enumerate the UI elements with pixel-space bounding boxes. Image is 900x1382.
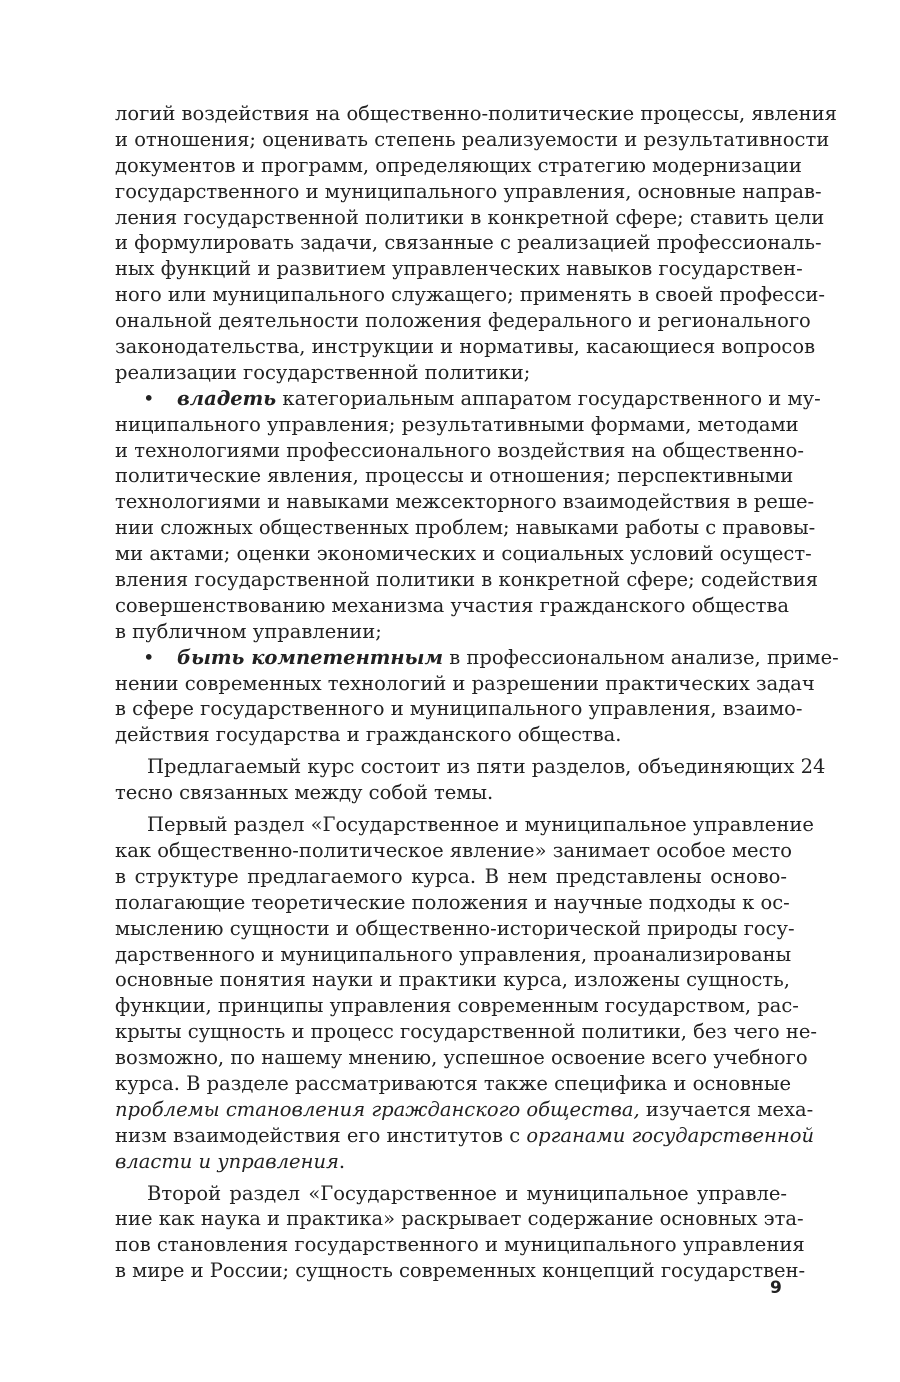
text-line	[115, 1123, 815, 1149]
text-line: основные понятия науки и практики курса, изложены сущность,	[115, 968, 790, 992]
text-line	[115, 1097, 814, 1123]
bullet-first-line	[115, 645, 839, 671]
bullet-first-line	[115, 386, 821, 412]
text-line: ние как наука и практика» раскрывает содержание основных эта-	[115, 1207, 804, 1231]
text-line: функции, принципы управления современным государством, рас-	[115, 994, 799, 1018]
text-fragment: .	[338, 1149, 346, 1173]
text-line: совершенствованию механизма участия гражданского общества	[115, 593, 790, 617]
text-line: пов становления государственного и муниципального управления	[115, 1233, 805, 1257]
text-line: ниципального управления; результативными формами, методами	[115, 412, 799, 436]
text-line: ления государственной политики в конкретной сфере; ставить цели	[115, 205, 825, 229]
text-line: реализации государственной политики;	[115, 360, 531, 384]
page-number: 9	[770, 1278, 782, 1298]
text-line	[115, 1149, 787, 1175]
italic-phrase: органами государственной	[526, 1123, 815, 1147]
text-line: полагающие теоретические положения и научные подходы к ос-	[115, 890, 790, 914]
text-line: и технологиями профессионального воздействия на общественно-	[115, 438, 804, 462]
text-line: Предлагаемый курс состоит из пяти разделов, объединяющих 24	[147, 755, 826, 779]
paragraph-intro	[115, 101, 837, 386]
text-line: в структуре предлагаемого курса. В нем представлены осново-	[115, 864, 787, 888]
text-line: Первый раздел «Государственное и муниципальное управление	[147, 813, 814, 837]
bullet-item-vladet	[115, 386, 821, 645]
text-line: ных функций и развитием управленческих навыков государствен-	[115, 257, 803, 281]
text-line: дарственного и муниципального управления, проанализированы	[115, 942, 792, 966]
text-line: ного или муниципального служащего; применять в своей професси-	[115, 283, 825, 307]
bullet-icon: •	[143, 645, 155, 669]
italic-phrase: власти и управления	[115, 1149, 339, 1173]
text-line: вления государственной политики в конкретной сфере; содействия	[115, 568, 819, 592]
text-fragment: низм взаимодействия его институтов с	[115, 1123, 527, 1147]
bullet-term: владеть	[177, 386, 277, 410]
text-line: в сфере государственного и муниципального управления, взаимо-	[115, 697, 803, 721]
text-line: как общественно-политическое явление» занимает особое место	[115, 838, 793, 862]
text-line: Второй раздел «Государственное и муниципальное управле-	[147, 1181, 787, 1205]
text-line: технологиями и навыками межсекторного взаимодействия в реше-	[115, 490, 815, 514]
bullet-text: в профессиональном анализе, приме-	[443, 645, 839, 669]
text-line: нении современных технологий и разрешении практических задач	[115, 671, 815, 695]
text-line: нии сложных общественных проблем; навыками работы с правовы-	[115, 516, 816, 540]
text-line: и отношения; оценивать степень реализуемости и результативности	[115, 127, 830, 151]
text-line: документов и программ, определяющих стратегию модернизации	[115, 153, 802, 177]
text-line: крыты сущность и процесс государственной политики, без чего не-	[115, 1020, 817, 1044]
text-line: ми актами; оценки экономических и социальных условий осущест-	[115, 542, 812, 566]
text-line: мыслению сущности и общественно-исторической природы госу-	[115, 916, 795, 940]
page-body	[115, 101, 839, 1284]
bullet-icon: •	[143, 386, 155, 410]
text-line: и формулировать задачи, связанные с реализацией профессиональ-	[115, 231, 822, 255]
paragraph-first-section	[115, 812, 817, 1174]
bullet-text: категориальным аппаратом государственного и му-	[276, 386, 821, 410]
text-line: возможно, по нашему мнению, успешное освоение всего учебного	[115, 1046, 808, 1070]
text-line: в публичном управлении;	[115, 619, 382, 643]
italic-phrase: проблемы становления гражданского общества,	[115, 1097, 640, 1121]
text-line: ональной деятельности положения федерального и регионального	[115, 309, 811, 333]
text-line: политические явления, процессы и отношения; перспективными	[115, 464, 794, 488]
text-line: в мире и России; сущность современных концепций государствен-	[115, 1259, 806, 1283]
text-line: тесно связанных между собой темы.	[115, 781, 494, 805]
text-line: логий воздействия на общественно-политические процессы, явления	[115, 102, 837, 125]
text-line: курса. В разделе рассматриваются также специфика и основные	[115, 1071, 792, 1095]
text-fragment: изучается меха-	[639, 1097, 814, 1121]
bullet-term: быть компетентным	[177, 645, 444, 669]
text-line: государственного и муниципального управления, основные направ-	[115, 179, 822, 203]
paragraph-course	[115, 754, 826, 806]
text-line: действия государства и гражданского общества.	[115, 723, 622, 747]
bullet-item-competent	[115, 645, 839, 749]
paragraph-second-section	[115, 1181, 806, 1285]
text-line: законодательства, инструкции и нормативы, касающиеся вопросов	[115, 335, 816, 359]
